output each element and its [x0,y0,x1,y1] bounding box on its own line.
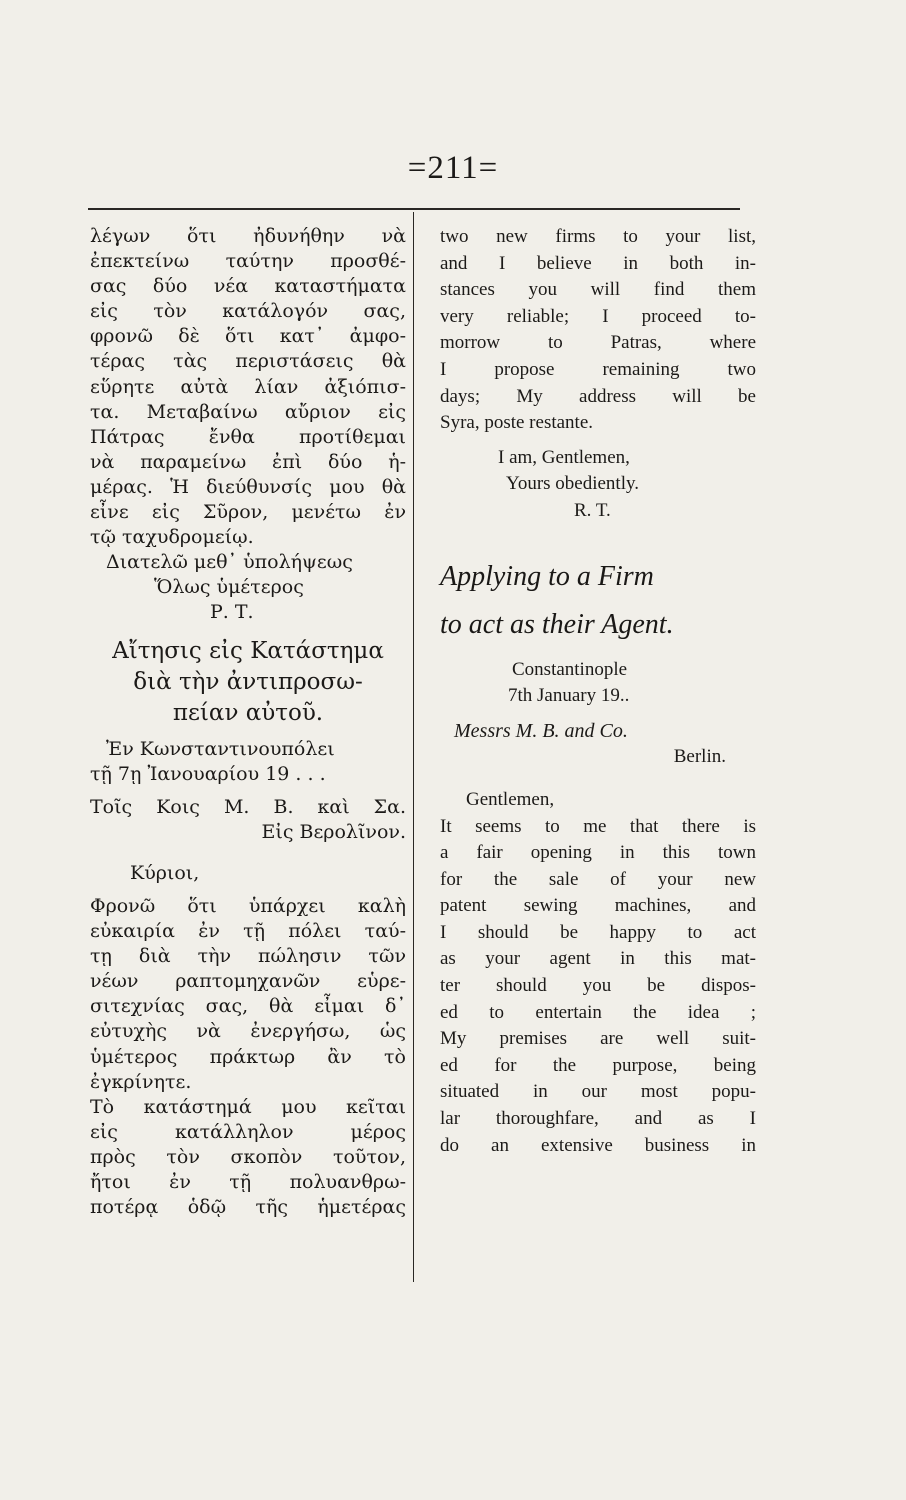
text-line: λέγων ὅτι ἠδυνήθην νὰ [90,225,406,247]
english-place-date [440,657,756,710]
text-line: Τὸ κατάστημά μου κεῖται [90,1095,406,1118]
text-line: patent sewing machines, and [440,895,756,917]
text-line: ποτέρᾳ ὁδῷ τῆς ἡμετέρας [90,1196,406,1219]
text-line: εὐτυχὴς νὰ ἐνεργήσω, ὡς [90,1020,406,1043]
greek-paragraph-2 [90,894,406,1095]
greek-paragraph-3 [90,1095,406,1220]
greek-closing [90,550,406,625]
addressee-city: Berlin. [673,746,726,768]
english-column [440,224,756,1159]
text-line: stances you will find them [440,279,756,301]
place-line: Ἐν Κωνσταντινουπόλει [106,737,335,760]
closing-line: Yours obediently. [506,473,640,495]
greek-heading [90,636,406,729]
english-salutation: Gentlemen, [466,788,555,810]
text-line: Πάτρας ἔνθα προτίθεμαι [90,425,406,448]
text-line: ed for the purpose, being [440,1054,756,1076]
text-line: σιτεχνίας σας, θὰ εἶμαι δ᾿ [90,995,406,1018]
column-divider [413,212,414,1282]
text-line: εἶνε εἰς Σῦρον, μενέτω ἐν [90,501,406,524]
text-line: εὐκαιρία ἐν τῇ πόλει ταύ- [90,920,406,943]
english-paragraph-1 [440,224,756,437]
text-line: τῷ ταχυδρομείῳ. [90,526,254,549]
text-line: morrow to Patras, where [440,332,756,354]
addressee-line: Τοῖς Κοις Μ. Β. καὶ Σα. [90,795,406,818]
text-line: ed to entertain the idea ; [440,1001,756,1023]
text-line: for the sale of your new [440,868,756,890]
english-heading [440,553,756,649]
page-number: =211= [407,150,499,186]
heading-line: to act as their Agent. [440,608,674,640]
text-line: τῃ διὰ τὴν πώλησιν τῶν [90,945,406,968]
text-line: as your agent in this mat- [440,948,756,970]
signature: Ρ. Τ. [210,601,254,624]
date-line: τῇ 7ῃ Ἰανουαρίου 19 . . . [90,762,326,785]
text-line: My premises are well suit- [440,1028,756,1050]
text-line: τέρας τὰς περιστάσεις θὰ [90,350,406,373]
greek-paragraph-1 [90,224,406,550]
heading-line: Applying to a Firm [440,560,654,592]
text-line: σας δύο νέα καταστήματα [90,275,406,298]
greek-column [90,224,406,1220]
addressee-line: Messrs M. B. and Co. [454,719,628,742]
text-line: I should be happy to act [440,921,756,943]
text-line: ἤτοι ἐν τῇ πολυανθρω- [90,1171,406,1193]
english-addressee [440,718,756,771]
text-line: lar thoroughfare, and as I [440,1108,756,1130]
text-line: νέων ραπτομηχανῶν εὑρε- [90,970,406,993]
text-line: Syra, poste restante. [440,412,594,434]
place-line: Constantinople [512,658,628,680]
text-line: ἐπεκτείνω ταύτην προσθέ- [90,250,406,273]
text-line: do an extensive business in [440,1134,756,1156]
text-line: φρονῶ δὲ ὅτι κατ᾿ ἀμφο- [90,325,406,348]
text-line: ἐγκρίνητε. [90,1070,192,1093]
text-line: very reliable; I proceed to- [440,305,756,327]
text-line: εἰς τὸν κατάλογόν σας, [90,300,406,323]
text-line: days; My address will be [440,385,756,407]
signature: R. T. [574,499,611,521]
text-line: νὰ παραμείνω ἐπὶ δύο ἡ- [90,450,406,473]
text-line: πρὸς τὸν σκοπὸν τοῦτον, [90,1145,406,1168]
closing-line: I am, Gentlemen, [498,446,630,468]
text-line: situated in our most popu- [440,1081,756,1103]
text-line: and I believe in both in- [440,252,756,274]
text-line: μέρας. Ἡ διεύθυνσίς μου θὰ [90,475,406,498]
date-line: 7th January 19.. [508,685,630,707]
closing-line: Ὅλως ὑμέτερος [154,576,304,599]
heading-line: Αἴτησις εἰς Κατάστημα [112,637,384,664]
greek-addressee [90,795,406,845]
text-line: ὑμέτερος πράκτωρ ἂν τὸ [90,1045,406,1068]
top-rule [88,208,740,210]
text-line: ter should you be dispos- [440,975,756,997]
text-line: a fair opening in this town [440,842,756,864]
greek-place-date [90,737,406,787]
text-line: εἰς κατάλληλον μέρος [90,1120,406,1143]
text-line: I propose remaining two [440,358,756,380]
greek-salutation: Κύριοι, [130,861,200,884]
text-line: two new firms to your list, [440,226,756,247]
heading-line: διὰ τὴν ἀντιπροσω- [133,668,363,695]
text-line: εὕρητε αὐτὰ λίαν ἀξιόπισ- [90,375,406,398]
heading-line: πείαν αὐτοῦ. [172,699,324,726]
text-line: Φρονῶ ὅτι ὑπάρχει καλὴ [90,894,406,917]
english-closing [440,445,756,525]
addressee-city: Εἰς Βερολῖνον. [261,820,406,843]
text-line: τα. Μεταβαίνω αὔριον εἰς [90,400,406,423]
closing-line: Διατελῶ μεθ᾿ ὑπολήψεως [106,551,353,574]
text-line: It seems to me that there is [440,815,756,837]
english-paragraph-2 [440,814,756,1160]
